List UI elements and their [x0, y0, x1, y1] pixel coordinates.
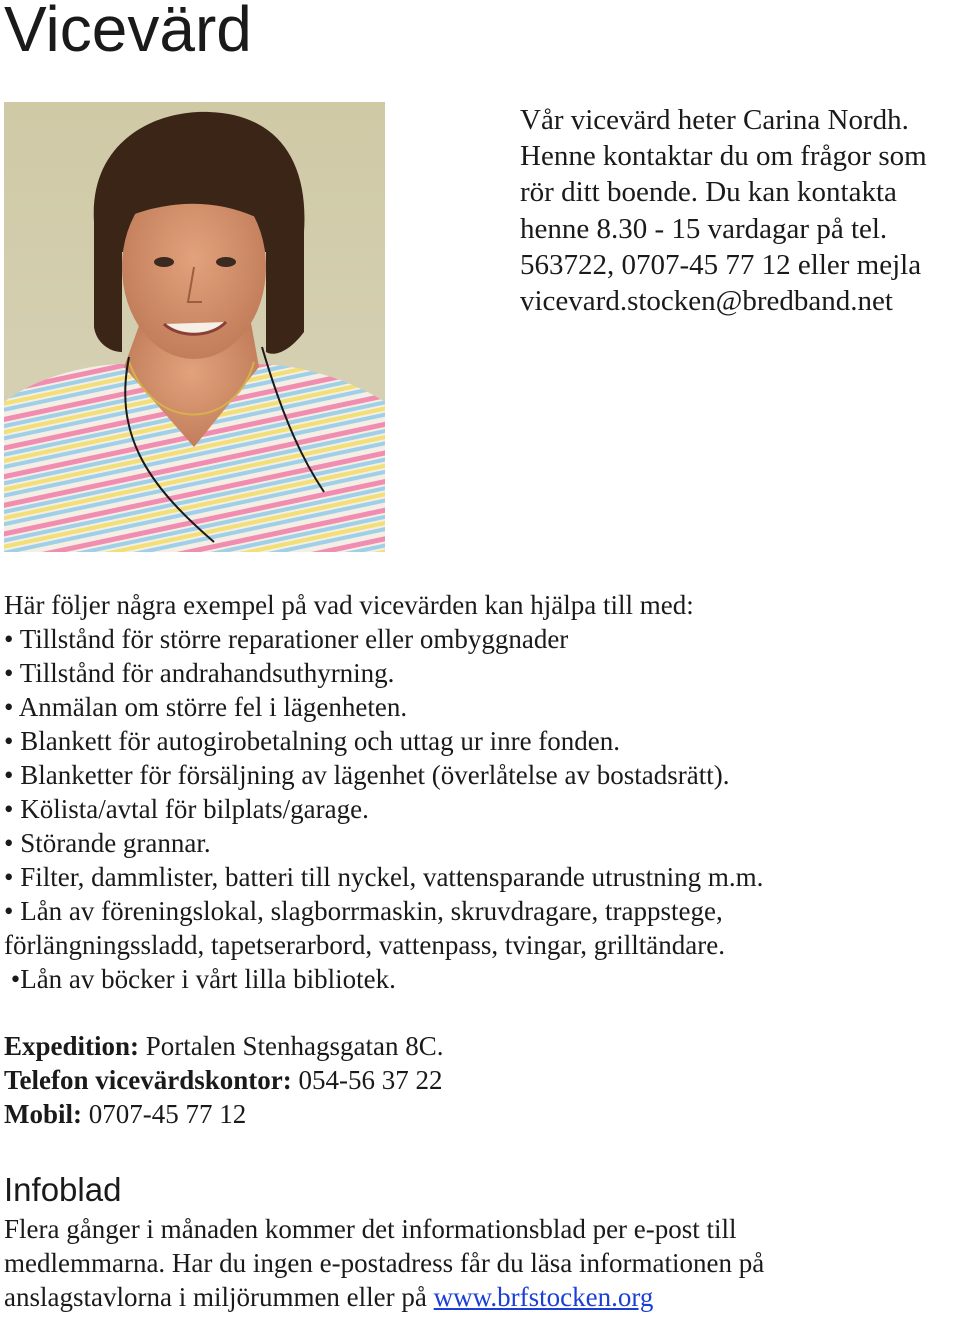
- phone-label: Telefon vicevärdskontor:: [4, 1065, 292, 1095]
- list-item-text: Blanketter för försäljning av lägenhet (överlåtelse av bostadsrätt).: [20, 760, 730, 790]
- list-item: [4, 962, 954, 996]
- list-item-text: Lån av föreningslokal, slagborrmaskin, skruvdragare, trappstege,: [20, 896, 723, 926]
- bullet: •: [4, 658, 14, 688]
- bullet: •: [10, 964, 21, 994]
- page-title: Vicevärd: [4, 0, 252, 65]
- expedition-label: Expedition:: [4, 1031, 140, 1061]
- bullet: •: [4, 624, 14, 654]
- intro-text: [520, 102, 960, 319]
- bullet: •: [4, 760, 14, 790]
- list-item-text: Blankett för autogirobetalning och uttag ur inre fonden.: [20, 726, 621, 756]
- intro-email: vicevard.stocken@bredband.net: [520, 285, 893, 318]
- infoblad-line-text: anslagstavlorna i miljörummen eller på: [4, 1282, 434, 1312]
- list-item-text: Lån av böcker i vårt lilla bibliotek.: [20, 964, 396, 994]
- intro-line: rör ditt boende. Du kan kontakta: [520, 176, 897, 209]
- help-section: [4, 588, 954, 996]
- portrait-photo: [4, 102, 385, 552]
- phone-value: 054-56 37 22: [291, 1065, 443, 1095]
- list-item-text: Störande grannar.: [20, 828, 211, 858]
- list-item: [4, 826, 954, 860]
- expedition-value: Portalen Stenhagsgatan 8C.: [139, 1031, 444, 1061]
- list-item-text: Tillstånd för större reparationer eller ombyggnader: [19, 624, 569, 654]
- list-item-text: Filter, dammlister, batteri till nyckel, vattensparande utrustning m.m.: [20, 862, 764, 892]
- bullet: •: [4, 862, 14, 892]
- list-item: [4, 622, 954, 656]
- mobile-label: Mobil:: [4, 1099, 82, 1129]
- help-heading: Här följer några exempel på vad vicevärden kan hjälpa till med:: [4, 590, 694, 620]
- list-item-text: Tillstånd för andrahandsuthyrning.: [19, 658, 395, 688]
- intro-line: Henne kontaktar du om frågor som: [520, 140, 927, 173]
- bullet: •: [4, 794, 14, 824]
- bullet: •: [4, 726, 14, 756]
- list-item: [4, 758, 954, 792]
- website-link[interactable]: www.brfstocken.org: [433, 1282, 654, 1312]
- list-item-text: Kölista/avtal för bilplats/garage.: [20, 794, 369, 824]
- expedition-row: [4, 1029, 443, 1063]
- list-item: [4, 656, 954, 690]
- infoblad-line: medlemmarna. Har du ingen e-postadress får du läsa informationen på: [4, 1248, 765, 1278]
- list-item: [4, 792, 954, 826]
- list-item: [4, 724, 954, 758]
- infoblad-text: [4, 1212, 954, 1314]
- list-item-text: Anmälan om större fel i lägenheten.: [18, 692, 408, 722]
- infoblad-heading: Infoblad: [4, 1171, 122, 1208]
- list-item: [4, 894, 954, 928]
- list-item: [4, 860, 954, 894]
- contact-block: [4, 1029, 443, 1131]
- bullet: •: [4, 896, 14, 926]
- phone-row: [4, 1063, 443, 1097]
- intro-line: 563722, 0707-45 77 12 eller mejla: [520, 248, 922, 281]
- intro-line: Vår vicevärd heter Carina Nordh.: [520, 104, 909, 136]
- list-item-continuation: förlängningssladd, tapetserarbord, vattenpass, tvingar, grilltändare.: [4, 930, 725, 960]
- infoblad-line: Flera gånger i månaden kommer det informationsblad per e-post till: [4, 1214, 737, 1244]
- bullet: •: [4, 692, 14, 722]
- intro-line: henne 8.30 - 15 vardagar på tel.: [520, 212, 888, 245]
- list-item: [4, 690, 954, 724]
- mobile-value: 0707-45 77 12: [82, 1099, 247, 1129]
- infoblad-line: [4, 1280, 954, 1314]
- mobile-row: [4, 1097, 443, 1131]
- bullet: •: [4, 828, 14, 858]
